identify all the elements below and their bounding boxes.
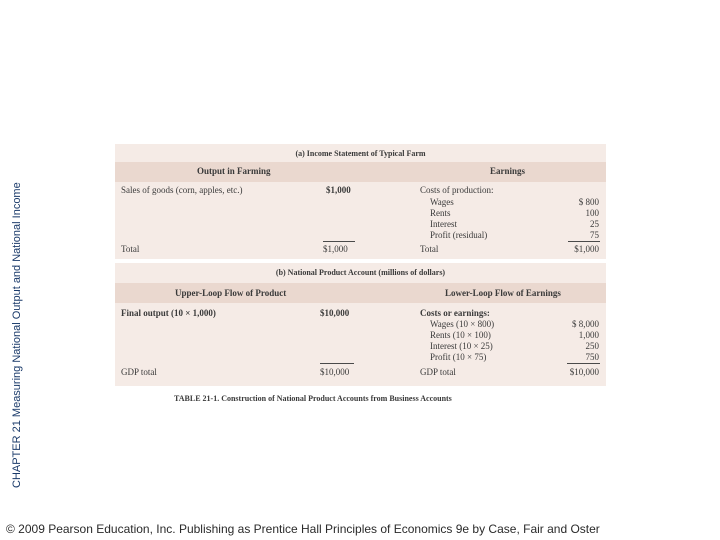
item-value: 75: [590, 230, 599, 240]
costs-earnings-label: Costs or earnings:: [420, 308, 490, 318]
sales-value: $1,000: [326, 185, 351, 195]
gdp-total-right-label: GDP total: [420, 367, 456, 377]
total-rule: [567, 363, 600, 364]
total-left-value: $1,000: [323, 244, 348, 254]
item-label: Interest: [430, 219, 457, 229]
total-right-label: Total: [420, 244, 439, 254]
table-caption: TABLE 21-1. Construction of National Product Accounts from Business Accounts: [174, 394, 452, 403]
final-output-value: $10,000: [320, 308, 350, 318]
item-label: Profit (10 × 75): [430, 352, 487, 362]
panel-b-title: (b) National Product Account (millions of dollars): [275, 268, 446, 277]
item-value: 1,000: [578, 330, 599, 340]
item-value: 100: [585, 208, 599, 218]
chapter-side-label: CHAPTER 21 Measuring National Output and National Income: [11, 182, 23, 488]
item-label: Rents: [430, 208, 451, 218]
costs-label: Costs of production:: [420, 185, 494, 195]
total-rule: [568, 241, 600, 242]
item-value: 750: [585, 352, 599, 362]
item-label: Wages: [430, 197, 454, 207]
panel-a-title: (a) Income Statement of Typical Farm: [295, 149, 426, 158]
total-rule: [323, 241, 355, 242]
panel-b-right-header: Lower-Loop Flow of Earnings: [445, 288, 561, 298]
copyright-footer: © 2009 Pearson Education, Inc. Publishing as Prentice Hall Principles of Economics 9e by Case, Fair and Oster: [6, 522, 600, 536]
item-value: $ 8,000: [572, 319, 599, 329]
gdp-total-right-value: $10,000: [569, 367, 599, 377]
item-label: Rents (10 × 100): [430, 330, 491, 340]
total-right-value: $1,000: [574, 244, 599, 254]
panel-b-left-header: Upper-Loop Flow of Product: [175, 288, 287, 298]
income-statement-panel: [115, 144, 606, 259]
item-label: Profit (residual): [430, 230, 488, 240]
sales-label: Sales of goods (corn, apples, etc.): [121, 185, 243, 195]
item-label: Interest (10 × 25): [430, 341, 493, 351]
gdp-total-left-label: GDP total: [121, 367, 157, 377]
item-value: 250: [585, 341, 599, 351]
item-value: $ 800: [578, 197, 599, 207]
item-value: 25: [590, 219, 599, 229]
final-output-label: Final output (10 × 1,000): [121, 308, 216, 318]
total-rule: [320, 363, 354, 364]
item-label: Wages (10 × 800): [430, 319, 495, 329]
national-product-account-panel: [115, 263, 606, 386]
gdp-total-left-value: $10,000: [320, 367, 350, 377]
panel-a-left-header: Output in Farming: [197, 166, 271, 176]
panel-a-right-header: Earnings: [490, 166, 526, 176]
total-left-label: Total: [121, 244, 140, 254]
panel-a-header-band: [115, 162, 606, 182]
